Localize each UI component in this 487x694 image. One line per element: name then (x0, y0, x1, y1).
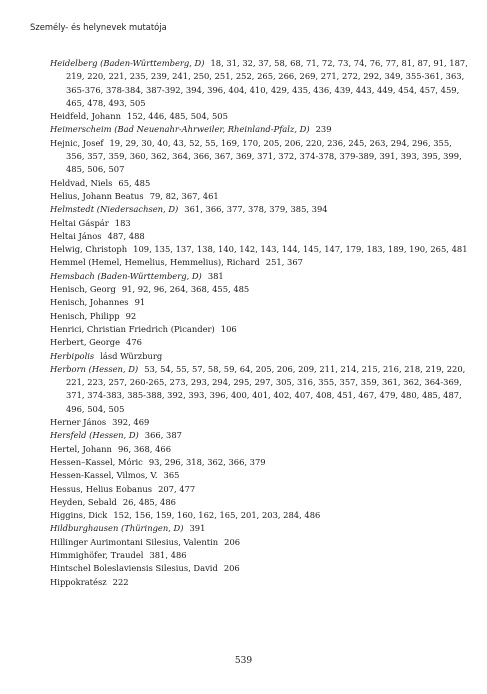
page-references: 207, 477 (158, 483, 196, 494)
person-name: Hillinger Aurimontani Silesius, Valentin (50, 536, 219, 547)
index-entry (50, 562, 468, 575)
page-references: 381 (207, 270, 224, 281)
page-references: 391 (189, 523, 206, 534)
page-references: 487, 488 (107, 230, 145, 241)
person-name: Himmighöfer, Traudel (50, 549, 144, 560)
index-entry (50, 256, 468, 269)
page-references: 183 (114, 217, 131, 228)
person-name: Hertel, Johann (50, 443, 112, 454)
index-entry (50, 443, 468, 456)
page-references: 152, 446, 485, 504, 505 (127, 111, 228, 122)
index-list (50, 57, 468, 589)
index-entry (50, 217, 468, 230)
running-head: Személy- és helynevek mutatója (30, 22, 167, 32)
page-references: 96, 368, 466 (117, 443, 172, 454)
index-entry (50, 522, 468, 535)
index-entry (50, 483, 468, 496)
page-references: 381, 486 (149, 549, 187, 560)
person-name: Hippokratész (50, 576, 107, 587)
person-name: Henrici, Christian Friedrich (Picander) (50, 323, 215, 334)
index-entry (50, 177, 468, 190)
index-entry (50, 123, 468, 136)
page-references: 93, 296, 318, 362, 366, 379 (148, 456, 266, 467)
page-references: 18, 31, 32, 37, 58, 68, 71, 72, 73, 74, 76, 77, 81, 87, 91, 187, 219, 220, 221, 235, 239, 241, 250, 251, 252, 265, 266, 269, 271, 272, 292, 349, 355-361, 363, 365-376, 378-384, 387-392, 394, 396, 404, 410, 429, 435, 436, 439, 443, 449, 454, 457, 459, 465, 478, 493, 505 (66, 58, 468, 108)
index-entry (50, 323, 468, 336)
page-number: 539 (234, 656, 253, 666)
person-name: Heldvad, Niels (50, 177, 113, 188)
person-name: Hejnic, Josef (50, 137, 104, 148)
index-entry (50, 350, 468, 363)
index-entry (50, 336, 468, 349)
index-entry (50, 203, 468, 216)
index-entry (50, 230, 468, 243)
place-name: Herbipolis (50, 350, 95, 361)
person-name: Hessen-Kassel, Vilmos, V. (50, 470, 158, 481)
place-name: Hemsbach (Baden-Württemberg, D) (50, 270, 202, 281)
page-references: 53, 54, 55, 57, 58, 59, 64, 205, 206, 209, 211, 214, 215, 216, 218, 219, 220, 221, 223, 257, 260-265, 273, 293, 294, 295, 297, 305, 316, 355, 357, 359, 361, 362, 364-369, 371, 374-383, 385-388, 392, 393, 396, 400, 401, 402, 407, 408, 451, 467, 479, 480, 485, 487, 496, 504, 505 (66, 363, 466, 414)
index-entry (50, 57, 468, 110)
place-name: Heidelberg (Baden-Württemberg, D) (50, 58, 205, 68)
person-name: Heidfeld, Johann (50, 111, 122, 122)
person-name: Heltai Gáspár (50, 217, 109, 228)
index-entry (50, 549, 468, 562)
person-name: Herbert, George (50, 337, 121, 348)
page-references: 109, 135, 137, 138, 140, 142, 143, 144, 145, 147, 179, 183, 189, 190, 265, 481 (133, 244, 468, 255)
person-name: Heltai János (50, 230, 102, 241)
index-entry (50, 456, 468, 469)
page-references: 366, 387 (144, 430, 182, 441)
place-name: Hersfeld (Hessen, D) (50, 430, 139, 441)
index-entry (50, 110, 468, 123)
page-references: 251, 367 (265, 257, 303, 268)
page-references: 92 (125, 310, 137, 321)
page-references: lásd Würzburg (100, 350, 163, 361)
person-name: Herner János (50, 417, 107, 428)
page-references: 361, 366, 377, 378, 379, 385, 394 (184, 204, 328, 215)
person-name: Higgins, Dick (50, 510, 108, 521)
place-name: Herborn (Hessen, D) (50, 363, 139, 374)
index-entry (50, 576, 468, 589)
person-name: Henisch, Johannes (50, 297, 129, 308)
page-references: 106 (220, 323, 237, 334)
index-entry (50, 416, 468, 429)
person-name: Helwig, Christoph (50, 244, 128, 255)
person-name: Hessen–Kassel, Móric (50, 456, 143, 467)
person-name: Henisch, Georg (50, 284, 116, 295)
index-entry (50, 137, 468, 177)
page-references: 239 (315, 124, 332, 135)
page-references: 91 (134, 297, 146, 308)
index-entry (50, 363, 468, 416)
person-name: Helius, Johann Beatus (50, 190, 144, 201)
page-references: 222 (112, 576, 129, 587)
index-entry (50, 283, 468, 296)
page-references: 79, 82, 367, 461 (149, 190, 219, 201)
index-entry (50, 243, 468, 256)
page-references: 152, 156, 159, 160, 162, 165, 201, 203, 284, 486 (113, 510, 321, 521)
page-references: 65, 485 (118, 177, 151, 188)
place-name: Hildburghausen (Thüringen, D) (50, 523, 184, 534)
person-name: Heyden, Sebald (50, 496, 117, 507)
page-references: 206 (223, 563, 240, 574)
index-entry (50, 296, 468, 309)
page-references: 19, 29, 30, 40, 43, 52, 55, 169, 170, 205, 206, 220, 236, 245, 263, 294, 296, 355, 356, 357, 359, 360, 362, 364, 366, 367, 369, 371, 372, 374-378, 379-389, 391, 393, 395, 399, 485, 506, 507 (66, 137, 462, 175)
index-entry (50, 270, 468, 283)
page-references: 206 (224, 536, 241, 547)
person-name: Hintschel Boleslaviensis Silesius, David (50, 563, 218, 574)
index-entry (50, 469, 468, 482)
page-references: 26, 485, 486 (122, 496, 176, 507)
index-entry (50, 496, 468, 509)
person-name: Hessus, Helius Eobanus (50, 483, 153, 494)
index-entry (50, 536, 468, 549)
index-entry (50, 509, 468, 522)
page-references: 392, 469 (112, 417, 150, 428)
place-name: Helmstedt (Niedersachsen, D) (50, 204, 179, 215)
page-references: 365 (163, 470, 180, 481)
place-name: Heimerscheim (Bad Neuenahr-Ahrweiler, Rheinland-Pfalz, D) (50, 124, 310, 135)
person-name: Hemmel (Hemel, Hemelius, Hemmelius), Richard (50, 257, 260, 268)
index-entry (50, 310, 468, 323)
person-name: Henisch, Philipp (50, 310, 120, 321)
index-entry (50, 429, 468, 442)
index-entry (50, 190, 468, 203)
page-references: 91, 92, 96, 264, 368, 455, 485 (121, 284, 250, 295)
page-references: 476 (126, 337, 142, 348)
